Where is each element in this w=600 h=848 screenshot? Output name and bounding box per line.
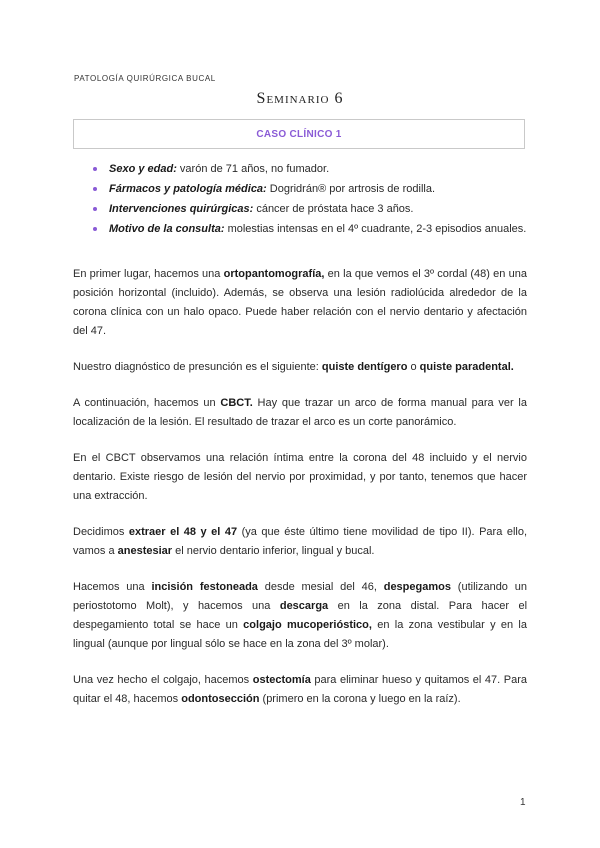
patient-info-list	[93, 160, 533, 240]
list-item-label: Sexo y edad:	[109, 163, 177, 175]
paragraph: A continuación, hacemos un CBCT. Hay que trazar un arco de forma manual para ver la localización de la lesión. El resultado de trazar el arco es un corte panorámico.	[73, 397, 527, 428]
bullet-icon	[93, 187, 97, 191]
bullet-icon	[93, 227, 97, 231]
list-item-label: Intervenciones quirúrgicas:	[109, 203, 254, 215]
list-item-label: Motivo de la consulta:	[109, 223, 225, 235]
case-title: CASO CLÍNICO 1	[256, 128, 342, 140]
page-number: 1	[520, 797, 526, 808]
page-title: Seminario 6	[256, 90, 344, 107]
body-text	[73, 265, 527, 726]
case-title-box	[73, 119, 525, 149]
bullet-icon	[93, 207, 97, 211]
paragraph: Una vez hecho el colgajo, hacemos ostectomía para eliminar hueso y quitamos el 47. Para quitar el 48, hacemos odontosección (primero en la corona y luego en la raíz).	[73, 674, 527, 705]
list-item-text: varón de 71 años, no fumador.	[176, 163, 330, 175]
list-item	[93, 180, 533, 198]
list-item	[93, 200, 533, 218]
list-item-label: Fármacos y patología médica:	[109, 183, 267, 195]
list-item-text: cáncer de próstata hace 3 años.	[253, 203, 414, 215]
list-item	[93, 160, 533, 178]
paragraph: En el CBCT observamos una relación íntima entre la corona del 48 incluido y el nervio dentario. Existe riesgo de lesión del nervio por proximidad, y por tanto, tenemos que hacer una extracción.	[73, 452, 527, 502]
list-item-text: Dogridrán® por artrosis de rodilla.	[266, 183, 436, 195]
bullet-icon	[93, 167, 97, 171]
paragraph: Hacemos una incisión festoneada desde mesial del 46, despegamos (utilizando un periostotomo Molt), y hacemos una descarga en la zona distal. Para hacer el despegamiento total se hace un colgajo mucoperióstico, en la zona vestibular y en la lingual (aunque por lingual sólo se hace en la zona del 3º molar).	[73, 581, 528, 650]
list-item-text: molestias intensas en el 4º cuadrante, 2-3 episodios anuales.	[224, 223, 527, 235]
paragraph: Decidimos extraer el 48 y el 47 (ya que éste último tiene movilidad de tipo II). Para ello, vamos a anestesiar el nervio dentario inferior, lingual y bucal.	[73, 526, 528, 557]
paragraph: En primer lugar, hacemos una ortopantomografía, en la que vemos el 3º cordal (48) en una posición horizontal (incluido). Además, se observa una lesión radiolúcida alrededor de la corona clínica con un halo opaco. Puede haber relación con el nervio dentario y afectación del 47.	[73, 268, 527, 337]
running-header: PATOLOGÍA QUIRÚRGICA BUCAL	[74, 74, 216, 83]
paragraph: Nuestro diagnóstico de presunción es el siguiente: quiste dentígero o quiste paradental.	[73, 361, 514, 373]
list-item	[93, 220, 533, 238]
